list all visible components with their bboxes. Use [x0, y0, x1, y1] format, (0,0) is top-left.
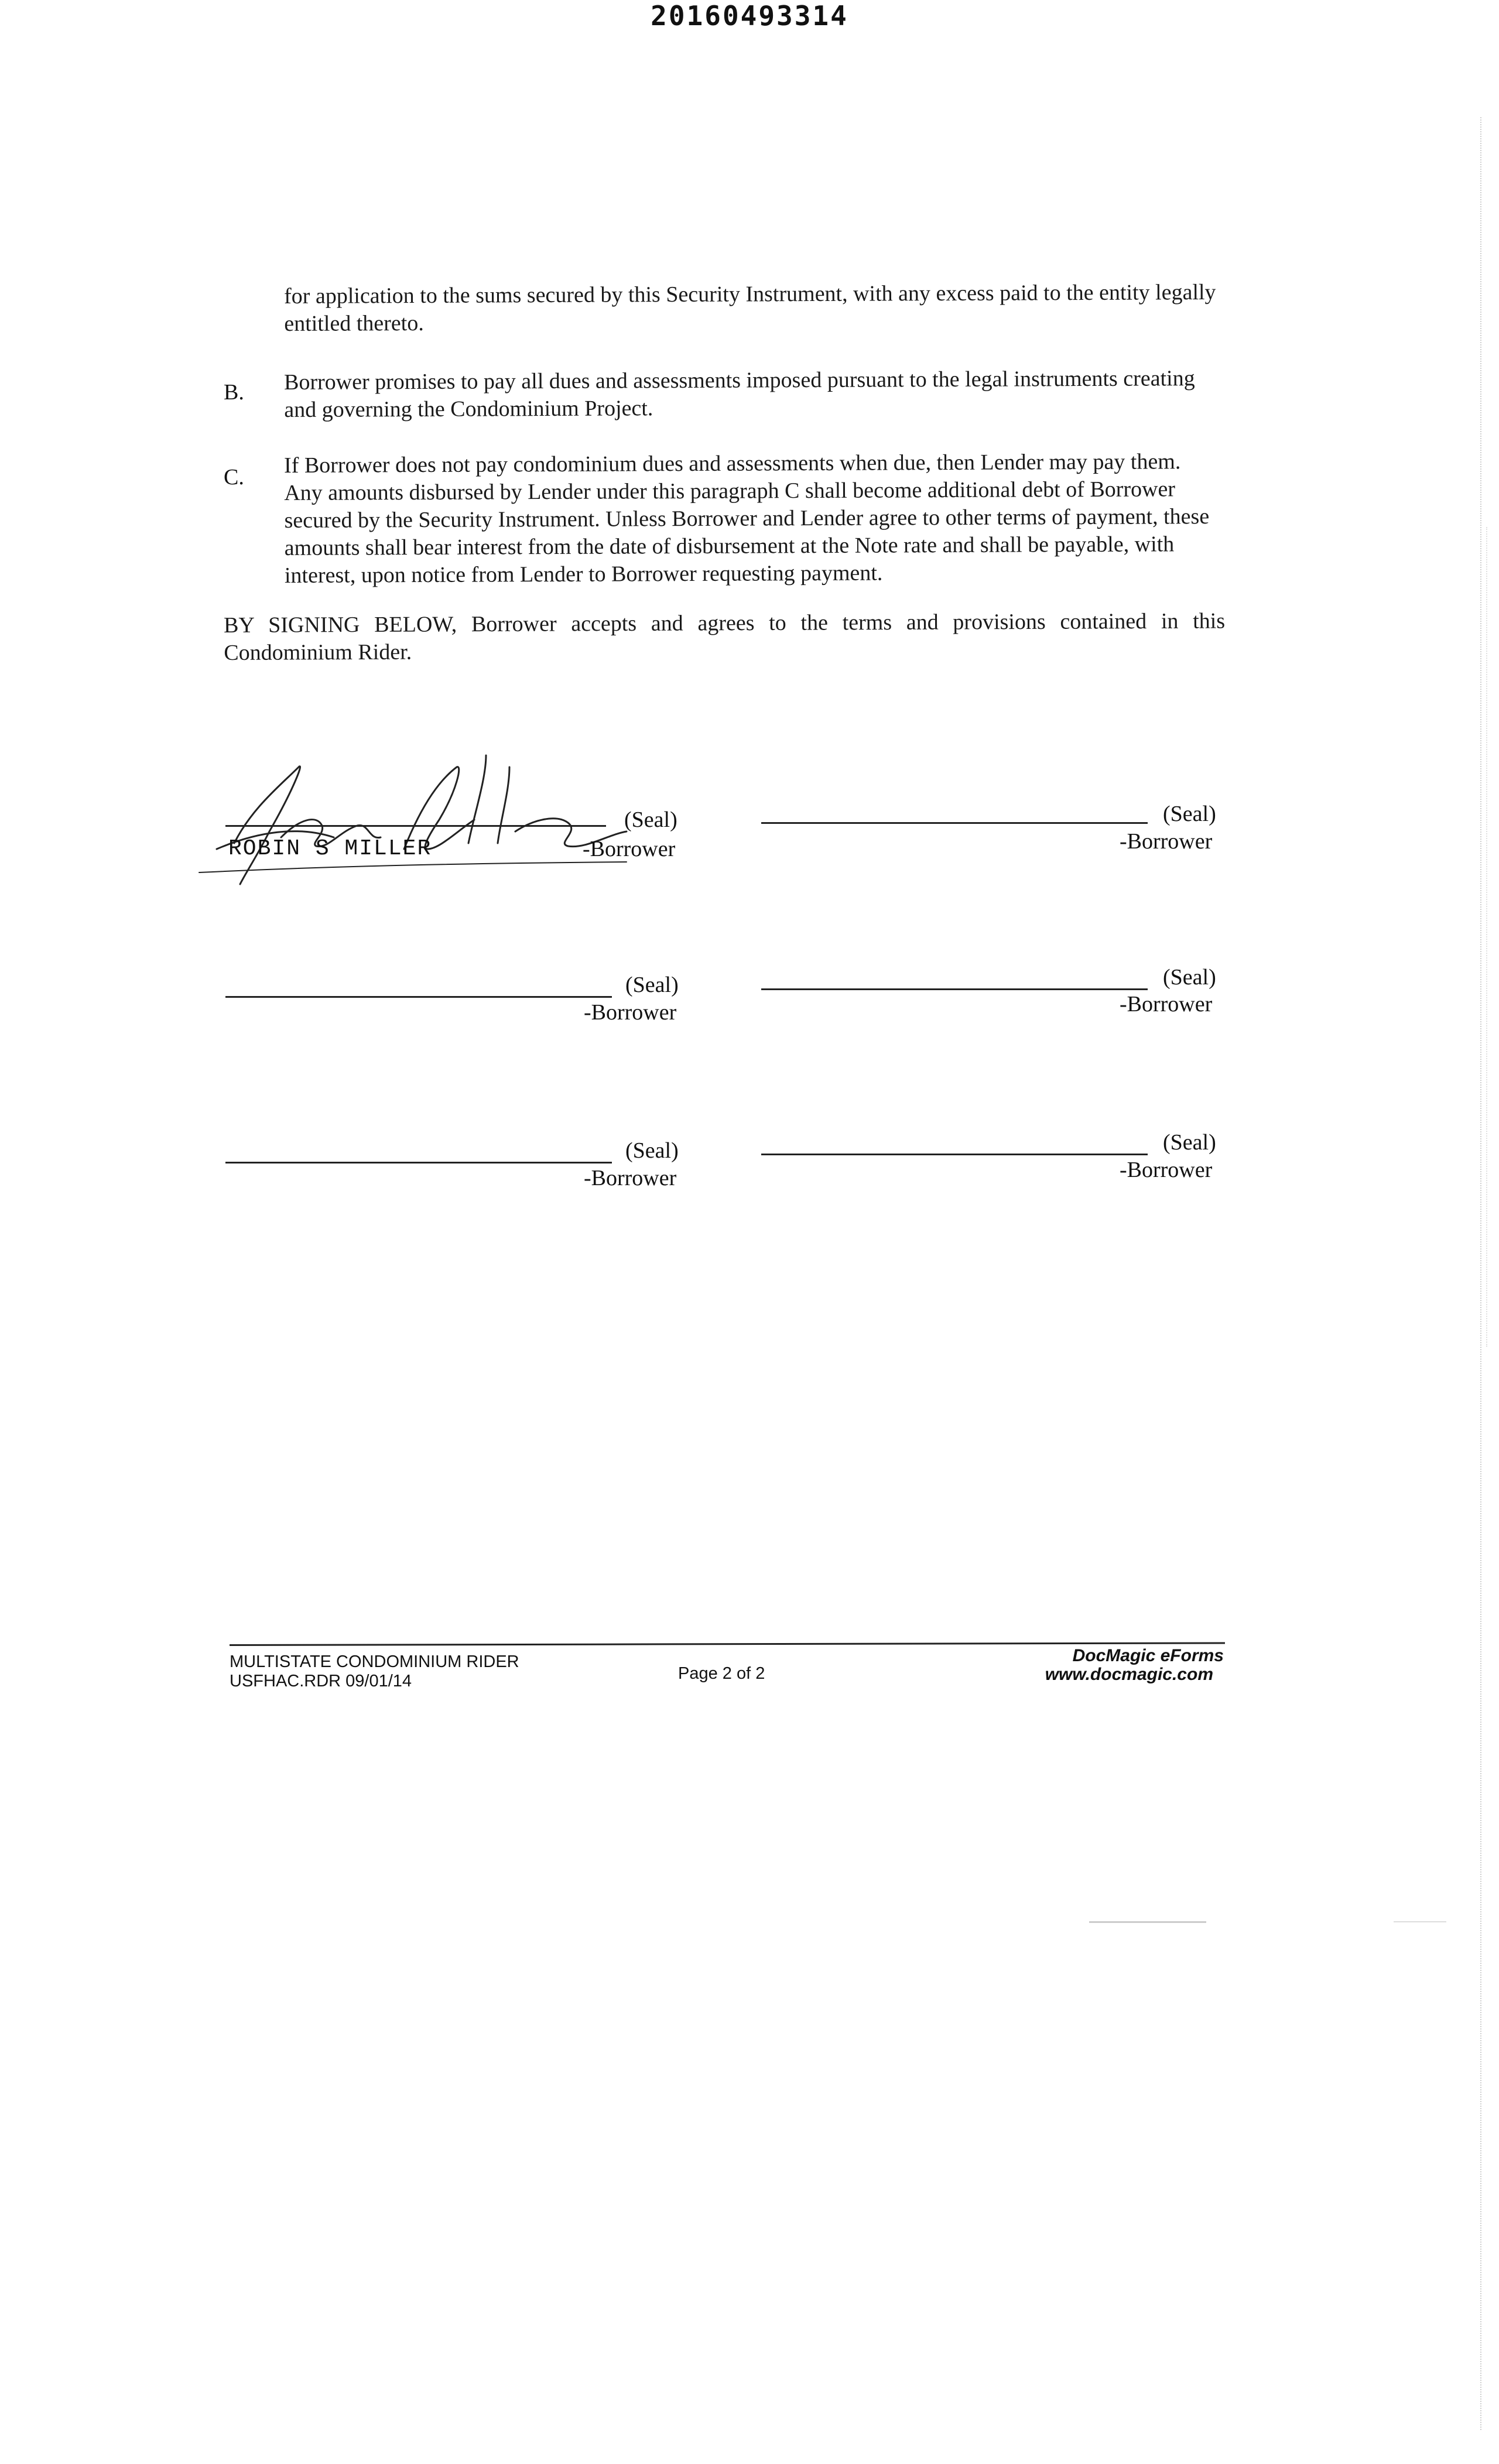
- borrower-label: -Borrower: [1120, 992, 1213, 1017]
- seal-label: (Seal): [1163, 802, 1216, 826]
- scan-edge-artifact: [1486, 527, 1487, 1347]
- recording-number: 20160493314: [651, 0, 848, 32]
- borrower-label: -Borrower: [1120, 1158, 1213, 1182]
- seal-label: (Seal): [1163, 965, 1216, 990]
- signer-name: ROBIN S MILLER: [228, 836, 432, 861]
- scan-edge-artifact: [1480, 117, 1481, 2430]
- seal-label: (Seal): [624, 807, 677, 832]
- form-code: USFHAC.RDR 09/01/14: [230, 1672, 412, 1690]
- seal-label: (Seal): [1163, 1130, 1216, 1155]
- signature-line: [761, 822, 1148, 824]
- borrower-label: -Borrower: [584, 1000, 677, 1025]
- page-number: Page 2 of 2: [678, 1664, 765, 1683]
- signature-line: [225, 996, 612, 998]
- item-b-label: B.: [224, 380, 244, 405]
- seal-label: (Seal): [625, 1138, 679, 1163]
- scan-speck: [1394, 1921, 1446, 1922]
- borrower-label: -Borrower: [583, 837, 676, 861]
- item-c-text: If Borrower does not pay condominium dues and assessments when due, then Lender may pay them. Any amounts disbursed by Lender under this paragraph C shall become additional debt of Borrower secured by the Security Instrument. Unless Borrower and Lender agree to other terms of payment, these amounts shall bear interest from the date of disbursement at the Note rate and shall be payable, with interest, upon notice from Lender to Borrower requesting payment.: [284, 449, 1210, 588]
- seal-label: (Seal): [625, 973, 679, 997]
- paragraph-continuation: for application to the sums secured by this Security Instrument, with any excess paid to the entity legally entitled thereto.: [284, 280, 1216, 336]
- scan-speck: [1089, 1921, 1206, 1923]
- signing-statement: BY SIGNING BELOW, Borrower accepts and agrees to the terms and provisions contained in this Condominium Rider.: [224, 608, 1226, 665]
- brand-logo: DocMagic eForms: [1072, 1646, 1224, 1665]
- borrower-label: -Borrower: [584, 1166, 677, 1190]
- brand-website: www.docmagic.com: [1045, 1665, 1213, 1684]
- item-c-label: C.: [224, 465, 244, 490]
- form-title: MULTISTATE CONDOMINIUM RIDER: [230, 1652, 519, 1671]
- signature-line: [225, 1162, 612, 1163]
- signature-line: [761, 1154, 1148, 1155]
- signature-line: [761, 988, 1148, 990]
- handwritten-signature: [182, 732, 638, 902]
- item-b-text: Borrower promises to pay all dues and assessments imposed pursuant to the legal instruments creating and governing the Condominium Project.: [284, 366, 1195, 422]
- borrower-label: -Borrower: [1120, 829, 1213, 854]
- signature-line: [225, 825, 606, 827]
